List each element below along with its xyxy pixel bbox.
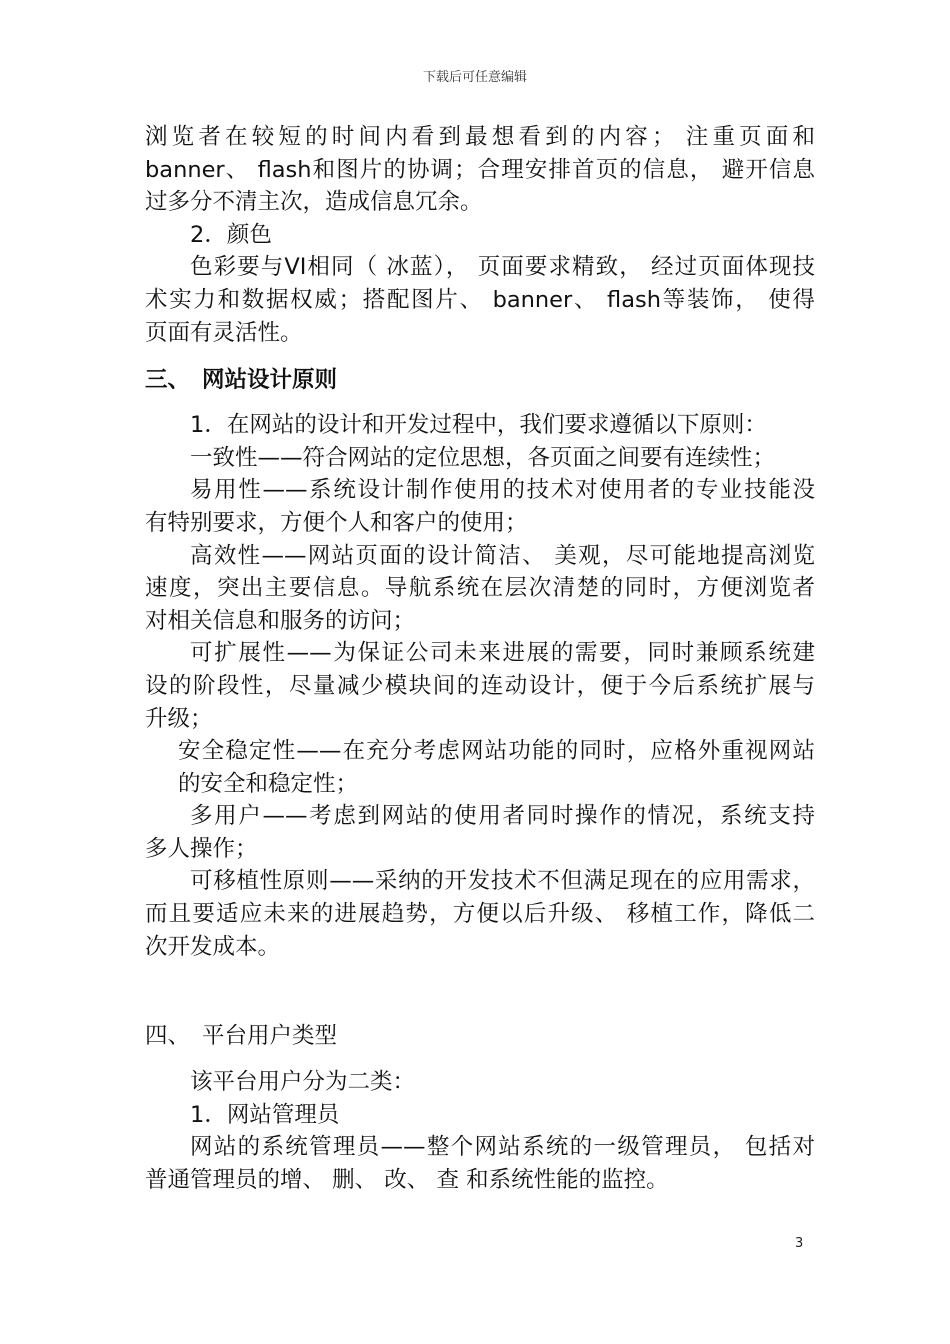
- paragraph-line: 多人操作；: [145, 835, 258, 862]
- subsection-title-color: 2．颜色: [190, 221, 272, 248]
- subsection-title-admin: 1．网站管理员: [190, 1101, 340, 1128]
- paragraph-line: 过多分不清主次，造成信息冗余。: [145, 189, 483, 216]
- principle-efficiency: 高效性——网站页面的设计简洁、 美观，尽可能地提高浏览: [190, 542, 815, 569]
- paragraph-line: 的安全和稳定性；: [178, 770, 359, 797]
- principles-intro: 1．在网站的设计和开发过程中，我们要求遵循以下原则：: [190, 412, 767, 439]
- paragraph-line: 有特别要求，方便个人和客户的使用；: [145, 509, 528, 536]
- page-number: 3: [795, 1236, 804, 1251]
- paragraph-line: 页面有灵活性。: [145, 319, 303, 346]
- paragraph-line: 次开发成本。: [145, 933, 281, 960]
- paragraph-line: 设的阶段性，尽量减少模块间的连动设计，便于今后系统扩展与: [145, 672, 815, 699]
- document-body: [145, 121, 815, 1197]
- section-heading-user-types: [145, 1020, 815, 1052]
- paragraph-line: 而且要适应未来的进展趋势，方便以后升级、 移植工作，降低二: [145, 901, 815, 928]
- paragraph-line: 术实力和数据权威；搭配图片、 banner、 flash等装饰， 使得: [145, 286, 815, 313]
- section-title: 网站设计原则: [202, 367, 338, 394]
- paragraph-line: 网站的系统管理员——整个网站系统的一级管理员， 包括对: [190, 1134, 815, 1161]
- paragraph-line: 对相关信息和服务的访问；: [145, 607, 416, 634]
- principle-consistency: 一致性——符合网站的定位思想，各页面之间要有连续性；: [190, 444, 776, 471]
- paragraph-line: 速度，突出主要信息。导航系统在层次清楚的同时，方便浏览者: [145, 575, 815, 602]
- paragraph-line: 升级；: [145, 705, 213, 732]
- section-number: 四、: [145, 1023, 191, 1050]
- principle-security: 安全稳定性——在充分考虑网站功能的同时，应格外重视网站: [178, 738, 815, 765]
- principle-usability: 易用性——系统设计制作使用的技术对使用者的专业技能没: [190, 477, 815, 504]
- section-heading-design-principles: [145, 364, 815, 396]
- paragraph-line: 色彩要与VI相同（ 冰蓝）， 页面要求精致， 经过页面体现技: [190, 254, 815, 281]
- paragraph-line: banner、 flash和图片的协调；合理安排首页的信息， 避开信息: [145, 156, 815, 183]
- principle-extensibility: 可扩展性——为保证公司未来进展的需要，同时兼顾系统建: [190, 640, 815, 667]
- page-header: 下载后可任意编辑: [422, 70, 527, 85]
- section-title: 平台用户类型: [202, 1023, 338, 1050]
- principle-multi-user: 多用户——考虑到网站的使用者同时操作的情况，系统支持: [190, 803, 815, 830]
- user-types-intro: 该平台用户分为二类：: [190, 1069, 416, 1096]
- paragraph-line: 普通管理员的增、 删、 改、 查 和系统性能的监控。: [145, 1167, 669, 1194]
- principle-portability: 可移植性原则——采纳的开发技术不但满足现在的应用需求，: [190, 868, 815, 895]
- section-number: 三、: [145, 367, 191, 394]
- paragraph-line: 浏览者在较短的时间内看到最想看到的内容； 注重页面和: [145, 124, 815, 150]
